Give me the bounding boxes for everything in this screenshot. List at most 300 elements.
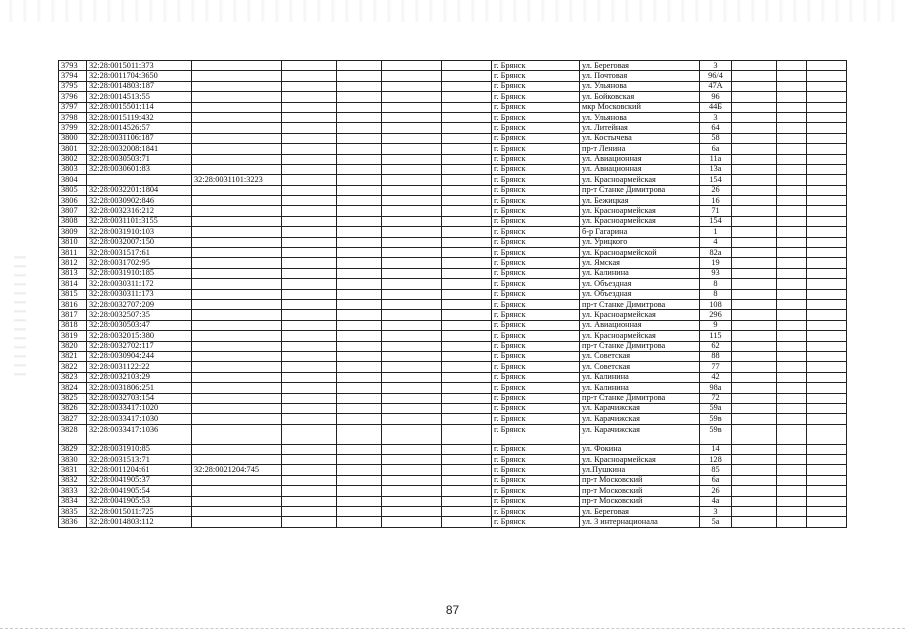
empty-cell (777, 175, 807, 185)
empty-cell (807, 123, 847, 133)
empty-cell (442, 444, 492, 454)
building-cadastral-number-cell (192, 102, 282, 112)
house-number-cell: 14 (700, 444, 732, 454)
cadastral-number-cell: 32:28:0031910:103 (87, 227, 192, 237)
empty-cell (732, 216, 777, 226)
page-number: 87 (445, 603, 460, 617)
city-cell: г. Брянск (492, 112, 580, 122)
street-cell: пр-т Станке Димитрова (580, 185, 700, 195)
building-cadastral-number-cell (192, 144, 282, 154)
empty-cell (282, 424, 337, 444)
house-number-cell: 26 (700, 486, 732, 496)
empty-cell (442, 372, 492, 382)
empty-cell (777, 444, 807, 454)
cadastral-number-cell: 32:28:0031806:251 (87, 383, 192, 393)
cadastral-number-cell: 32:28:0031517:61 (87, 248, 192, 258)
empty-cell (442, 351, 492, 361)
empty-cell (442, 112, 492, 122)
empty-cell (442, 81, 492, 91)
house-number-cell: 3 (700, 507, 732, 517)
empty-cell (777, 475, 807, 485)
city-cell: г. Брянск (492, 81, 580, 91)
empty-cell (282, 414, 337, 424)
empty-cell (807, 393, 847, 403)
city-cell: г. Брянск (492, 123, 580, 133)
empty-cell (777, 341, 807, 351)
table-row (59, 71, 847, 81)
empty-cell (282, 475, 337, 485)
table-row (59, 102, 847, 112)
empty-cell (337, 216, 382, 226)
row-number-cell: 3814 (59, 279, 87, 289)
city-cell: г. Брянск (492, 227, 580, 237)
house-number-cell: 62 (700, 341, 732, 351)
building-cadastral-number-cell (192, 444, 282, 454)
empty-cell (382, 362, 442, 372)
cadastral-number-cell: 32:28:0011704:3650 (87, 71, 192, 81)
empty-cell (282, 175, 337, 185)
empty-cell (777, 61, 807, 71)
empty-cell (807, 279, 847, 289)
empty-cell (282, 248, 337, 258)
empty-cell (777, 299, 807, 309)
empty-cell (337, 517, 382, 527)
cadastral-number-cell: 32:28:0031106:187 (87, 133, 192, 143)
street-cell: ул. Красноармейская (580, 310, 700, 320)
empty-cell (337, 133, 382, 143)
city-cell: г. Брянск (492, 383, 580, 393)
empty-cell (777, 185, 807, 195)
empty-cell (732, 268, 777, 278)
street-cell: ул. Объездная (580, 279, 700, 289)
house-number-cell: 82а (700, 248, 732, 258)
house-number-cell: 59а (700, 403, 732, 413)
empty-cell (382, 341, 442, 351)
cadastral-number-cell: 32:28:0030601:83 (87, 164, 192, 174)
empty-cell (382, 227, 442, 237)
row-number-cell: 3822 (59, 362, 87, 372)
empty-cell (382, 507, 442, 517)
row-number-cell: 3815 (59, 289, 87, 299)
building-cadastral-number-cell (192, 164, 282, 174)
empty-cell (337, 144, 382, 154)
empty-cell (282, 362, 337, 372)
empty-cell (777, 414, 807, 424)
street-cell: ул. Объездная (580, 289, 700, 299)
empty-cell (282, 486, 337, 496)
street-cell: ул. Ульянова (580, 81, 700, 91)
cadastral-number-cell: 32:28:0030311:172 (87, 279, 192, 289)
city-cell: г. Брянск (492, 393, 580, 403)
empty-cell (777, 393, 807, 403)
empty-cell (382, 268, 442, 278)
empty-cell (732, 196, 777, 206)
register-body (59, 61, 847, 528)
empty-cell (777, 164, 807, 174)
empty-cell (337, 227, 382, 237)
empty-cell (807, 237, 847, 247)
street-cell: ул. Советская (580, 351, 700, 361)
table-row (59, 175, 847, 185)
row-number-cell: 3832 (59, 475, 87, 485)
empty-cell (807, 185, 847, 195)
empty-cell (807, 455, 847, 465)
row-number-cell: 3824 (59, 383, 87, 393)
city-cell: г. Брянск (492, 92, 580, 102)
building-cadastral-number-cell (192, 310, 282, 320)
empty-cell (382, 444, 442, 454)
cadastral-number-cell: 32:28:0033417:1030 (87, 414, 192, 424)
empty-cell (282, 351, 337, 361)
street-cell: ул. Калинина (580, 383, 700, 393)
empty-cell (807, 507, 847, 517)
house-number-cell: 3 (700, 61, 732, 71)
street-cell: ул. Береговая (580, 61, 700, 71)
street-cell: ул. Фокина (580, 444, 700, 454)
row-number-cell: 3808 (59, 216, 87, 226)
empty-cell (337, 123, 382, 133)
building-cadastral-number-cell (192, 393, 282, 403)
row-number-cell: 3804 (59, 175, 87, 185)
cadastral-number-cell: 32:28:0014513:55 (87, 92, 192, 102)
table-row (59, 465, 847, 475)
empty-cell (777, 320, 807, 330)
city-cell: г. Брянск (492, 185, 580, 195)
empty-cell (777, 403, 807, 413)
empty-cell (442, 102, 492, 112)
cadastral-number-cell: 32:28:0041905:53 (87, 496, 192, 506)
empty-cell (807, 81, 847, 91)
row-number-cell: 3795 (59, 81, 87, 91)
house-number-cell: 64 (700, 123, 732, 133)
building-cadastral-number-cell (192, 206, 282, 216)
empty-cell (337, 258, 382, 268)
scan-noise-left (14, 250, 26, 380)
row-number-cell: 3807 (59, 206, 87, 216)
empty-cell (807, 465, 847, 475)
cadastral-number-cell: 32:28:0033417:1020 (87, 403, 192, 413)
empty-cell (732, 289, 777, 299)
table-row (59, 227, 847, 237)
empty-cell (777, 133, 807, 143)
empty-cell (282, 123, 337, 133)
house-number-cell: 47А (700, 81, 732, 91)
city-cell: г. Брянск (492, 206, 580, 216)
empty-cell (807, 424, 847, 444)
empty-cell (777, 71, 807, 81)
city-cell: г. Брянск (492, 403, 580, 413)
empty-cell (382, 351, 442, 361)
empty-cell (282, 216, 337, 226)
city-cell: г. Брянск (492, 175, 580, 185)
empty-cell (282, 383, 337, 393)
building-cadastral-number-cell (192, 123, 282, 133)
empty-cell (442, 486, 492, 496)
empty-cell (777, 81, 807, 91)
empty-cell (382, 123, 442, 133)
building-cadastral-number-cell (192, 196, 282, 206)
city-cell: г. Брянск (492, 507, 580, 517)
empty-cell (732, 372, 777, 382)
empty-cell (282, 279, 337, 289)
street-cell: ул. Литейная (580, 123, 700, 133)
empty-cell (442, 258, 492, 268)
empty-cell (382, 496, 442, 506)
table-row (59, 268, 847, 278)
table-row (59, 455, 847, 465)
building-cadastral-number-cell (192, 424, 282, 444)
row-number-cell: 3836 (59, 517, 87, 527)
building-cadastral-number-cell (192, 71, 282, 81)
house-number-cell: 6а (700, 144, 732, 154)
empty-cell (442, 403, 492, 413)
building-cadastral-number-cell (192, 341, 282, 351)
empty-cell (337, 403, 382, 413)
empty-cell (442, 154, 492, 164)
empty-cell (732, 414, 777, 424)
empty-cell (282, 144, 337, 154)
empty-cell (442, 331, 492, 341)
table-row (59, 112, 847, 122)
cadastral-number-cell: 32:28:0031910:85 (87, 444, 192, 454)
street-cell: мкр Московский (580, 102, 700, 112)
empty-cell (282, 227, 337, 237)
empty-cell (337, 444, 382, 454)
empty-cell (382, 455, 442, 465)
empty-cell (442, 383, 492, 393)
empty-cell (382, 216, 442, 226)
empty-cell (732, 383, 777, 393)
street-cell: ул. Ямская (580, 258, 700, 268)
empty-cell (777, 268, 807, 278)
empty-cell (807, 362, 847, 372)
city-cell: г. Брянск (492, 414, 580, 424)
empty-cell (282, 465, 337, 475)
table-row (59, 92, 847, 102)
house-number-cell: 13а (700, 164, 732, 174)
city-cell: г. Брянск (492, 486, 580, 496)
building-cadastral-number-cell (192, 216, 282, 226)
house-number-cell: 59в (700, 424, 732, 444)
empty-cell (807, 268, 847, 278)
street-cell: ул. Карачижская (580, 414, 700, 424)
empty-cell (732, 331, 777, 341)
house-number-cell: 96 (700, 92, 732, 102)
row-number-cell: 3817 (59, 310, 87, 320)
house-number-cell: 154 (700, 216, 732, 226)
building-cadastral-number-cell (192, 383, 282, 393)
building-cadastral-number-cell (192, 112, 282, 122)
table-row (59, 424, 847, 444)
empty-cell (777, 289, 807, 299)
street-cell: ул. Красноармейская (580, 206, 700, 216)
street-cell: ул. Береговая (580, 507, 700, 517)
city-cell: г. Брянск (492, 372, 580, 382)
empty-cell (442, 227, 492, 237)
cadastral-number-cell: 32:28:0011204:61 (87, 465, 192, 475)
empty-cell (732, 393, 777, 403)
empty-cell (777, 517, 807, 527)
empty-cell (337, 372, 382, 382)
city-cell: г. Брянск (492, 71, 580, 81)
empty-cell (732, 517, 777, 527)
cadastral-number-cell (87, 175, 192, 185)
empty-cell (777, 123, 807, 133)
street-cell: ул. Почтовая (580, 71, 700, 81)
empty-cell (282, 310, 337, 320)
street-cell: ул. Авиационная (580, 320, 700, 330)
row-number-cell: 3835 (59, 507, 87, 517)
house-number-cell: 8 (700, 279, 732, 289)
table-row (59, 258, 847, 268)
building-cadastral-number-cell (192, 414, 282, 424)
empty-cell (337, 310, 382, 320)
table-row (59, 414, 847, 424)
building-cadastral-number-cell (192, 331, 282, 341)
empty-cell (732, 320, 777, 330)
empty-cell (732, 310, 777, 320)
street-cell: пр-т Московский (580, 475, 700, 485)
empty-cell (442, 496, 492, 506)
empty-cell (777, 372, 807, 382)
table-row (59, 248, 847, 258)
empty-cell (807, 444, 847, 454)
street-cell: ул. Красноармейская (580, 455, 700, 465)
empty-cell (382, 310, 442, 320)
city-cell: г. Брянск (492, 279, 580, 289)
table-row (59, 164, 847, 174)
empty-cell (777, 237, 807, 247)
empty-cell (732, 185, 777, 195)
empty-cell (442, 465, 492, 475)
city-cell: г. Брянск (492, 320, 580, 330)
cadastral-number-cell: 32:28:0030902:846 (87, 196, 192, 206)
empty-cell (382, 393, 442, 403)
row-number-cell: 3799 (59, 123, 87, 133)
row-number-cell: 3805 (59, 185, 87, 195)
house-number-cell: 26 (700, 185, 732, 195)
city-cell: г. Брянск (492, 331, 580, 341)
empty-cell (337, 383, 382, 393)
empty-cell (732, 258, 777, 268)
empty-cell (732, 424, 777, 444)
cadastral-number-cell: 32:28:0033417:1036 (87, 424, 192, 444)
house-number-cell: 44Б (700, 102, 732, 112)
empty-cell (282, 496, 337, 506)
empty-cell (807, 206, 847, 216)
street-cell: пр-т Ленина (580, 144, 700, 154)
house-number-cell: 1 (700, 227, 732, 237)
empty-cell (282, 341, 337, 351)
house-number-cell: 96/4 (700, 71, 732, 81)
empty-cell (732, 248, 777, 258)
empty-cell (442, 475, 492, 485)
building-cadastral-number-cell (192, 486, 282, 496)
cadastral-number-cell: 32:28:0030503:71 (87, 154, 192, 164)
empty-cell (442, 144, 492, 154)
house-number-cell: 59в (700, 414, 732, 424)
empty-cell (777, 310, 807, 320)
empty-cell (807, 196, 847, 206)
empty-cell (807, 414, 847, 424)
city-cell: г. Брянск (492, 341, 580, 351)
empty-cell (382, 258, 442, 268)
house-number-cell: 93 (700, 268, 732, 278)
row-number-cell: 3811 (59, 248, 87, 258)
empty-cell (382, 164, 442, 174)
empty-cell (442, 393, 492, 403)
table-row (59, 289, 847, 299)
empty-cell (732, 227, 777, 237)
street-cell: ул. Калинина (580, 268, 700, 278)
house-number-cell: 296 (700, 310, 732, 320)
empty-cell (282, 258, 337, 268)
street-cell: ул. Бойковская (580, 92, 700, 102)
table-row (59, 61, 847, 71)
empty-cell (777, 465, 807, 475)
city-cell: г. Брянск (492, 164, 580, 174)
building-cadastral-number-cell (192, 351, 282, 361)
house-number-cell: 3 (700, 112, 732, 122)
cadastral-number-cell: 32:28:0015011:725 (87, 507, 192, 517)
empty-cell (282, 393, 337, 403)
empty-cell (382, 289, 442, 299)
empty-cell (777, 227, 807, 237)
empty-cell (337, 154, 382, 164)
cadastral-number-cell: 32:28:0031101:3155 (87, 216, 192, 226)
empty-cell (807, 216, 847, 226)
house-number-cell: 72 (700, 393, 732, 403)
street-cell: пр-т Московский (580, 496, 700, 506)
empty-cell (282, 164, 337, 174)
empty-cell (382, 424, 442, 444)
empty-cell (732, 403, 777, 413)
empty-cell (777, 455, 807, 465)
empty-cell (732, 206, 777, 216)
empty-cell (807, 133, 847, 143)
empty-cell (732, 92, 777, 102)
house-number-cell: 58 (700, 133, 732, 143)
empty-cell (282, 196, 337, 206)
scan-noise-top (0, 0, 905, 22)
house-number-cell: 8 (700, 289, 732, 299)
city-cell: г. Брянск (492, 268, 580, 278)
cadastral-number-cell: 32:28:0032702:117 (87, 341, 192, 351)
table-row (59, 310, 847, 320)
city-cell: г. Брянск (492, 289, 580, 299)
empty-cell (337, 455, 382, 465)
empty-cell (442, 455, 492, 465)
empty-cell (382, 383, 442, 393)
empty-cell (282, 444, 337, 454)
row-number-cell: 3830 (59, 455, 87, 465)
empty-cell (807, 486, 847, 496)
empty-cell (337, 237, 382, 247)
building-cadastral-number-cell (192, 154, 282, 164)
table-row (59, 475, 847, 485)
empty-cell (382, 185, 442, 195)
house-number-cell: 4а (700, 496, 732, 506)
empty-cell (442, 92, 492, 102)
table-row (59, 154, 847, 164)
table-row (59, 496, 847, 506)
cadastral-number-cell: 32:28:0030503:47 (87, 320, 192, 330)
cadastral-number-cell: 32:28:0030311:173 (87, 289, 192, 299)
empty-cell (732, 71, 777, 81)
street-cell: пр-т Московский (580, 486, 700, 496)
city-cell: г. Брянск (492, 517, 580, 527)
empty-cell (382, 237, 442, 247)
